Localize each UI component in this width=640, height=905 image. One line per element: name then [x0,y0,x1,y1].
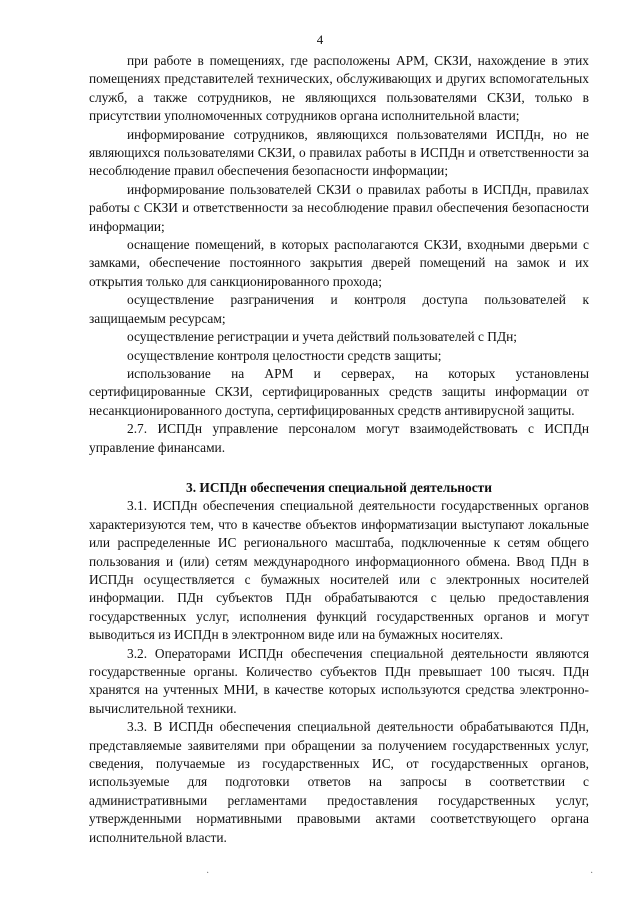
page-number: 4 [316,32,324,47]
scan-artifact: · [590,868,594,879]
paragraph: осуществление контроля целостности средств защиты; [127,347,442,363]
paragraph: оснащение помещений, в которых располагаются СКЗИ, входными дверьми с замками, обеспечение постоянного закрытия дверей помещений на замок и их открытия только для санкционированного прохода; [89,237,589,289]
paragraph: информирование пользователей СКЗИ о правилах работы в ИСПДн, правилах работы с СКЗИ и ответственности за несоблюдение правил обеспечения безопасности информации; [89,181,589,234]
paragraph-3-1: 3.1. ИСПДн обеспечения специальной деятельности государственных органов характеризуются тем, что в качестве объектов информатизации выступают локальные или распределенные ИС регионального масштаба, подключенные к сетям общего пользования и (или) сетям международного информационного обмена. Ввод ПДн в ИСПДн осуществляется с бумажных носителей или с электронных носителей информации. ПДн субъектов ПДн обрабатываются с целью предоставления государственных услуг, исполнения функций государственных органов и могут выводиться из ИСПДн в электронном виде или на бумажных носителях. [89,498,589,643]
paragraph: информирование сотрудников, являющихся пользователями ИСПДн, но не являющихся пользователями СКЗИ, о правилах работы в ИСПДн и ответственности за несоблюдение правил обеспечения безопасности информации; [89,126,589,179]
paragraph-2-7: 2.7. ИСПДн управление персоналом могут взаимодействовать с ИСПДн управление финансами. [89,421,589,455]
document-body [89,52,589,847]
paragraph: при работе в помещениях, где расположены АРМ, СКЗИ, нахождение в этих помещениях представителей технических, обслуживающих и других вспомогательных служб, а также сотрудников, не являющихся пользователями СКЗИ, только в присутствии уполномоченных сотрудников органа исполнительной власти; [89,53,589,124]
paragraph: использование на АРМ и серверах, на которых установлены сертифицированные СКЗИ, сертифицированных средств защиты информации от несанкционированного доступа, сертифицированных средств антивирусной защиты. [89,365,589,418]
paragraph-3-3: 3.3. В ИСПДн обеспечения специальной деятельности обрабатываются ПДн, представляемые заявителями при обращении за получением государственных услуг, сведения, получаемые из государственных ИС, от государственных органов, используемые для подготовки ответов на запросы в соответствии с административными регламентами предоставления государственных услуг, утвержденными нормативными правовыми актами соответствующего органа исполнительной власти. [89,719,589,845]
paragraph: осуществление регистрации и учета действий пользователей с ПДн; [127,329,517,345]
paragraph: осуществление разграничения и контроля доступа пользователей к защищаемым ресурсам; [89,292,589,326]
scan-artifact: · [206,868,210,879]
paragraph-3-2: 3.2. Операторами ИСПДн обеспечения специальной деятельности являются государственные органы. Количество субъектов ПДн превышает 100 тысяч. ПДн хранятся на учтенных МНИ, в качестве которых используются средства электронно-вычислительной техники. [89,645,589,716]
section-heading: 3. ИСПДн обеспечения специальной деятельности [186,479,492,495]
